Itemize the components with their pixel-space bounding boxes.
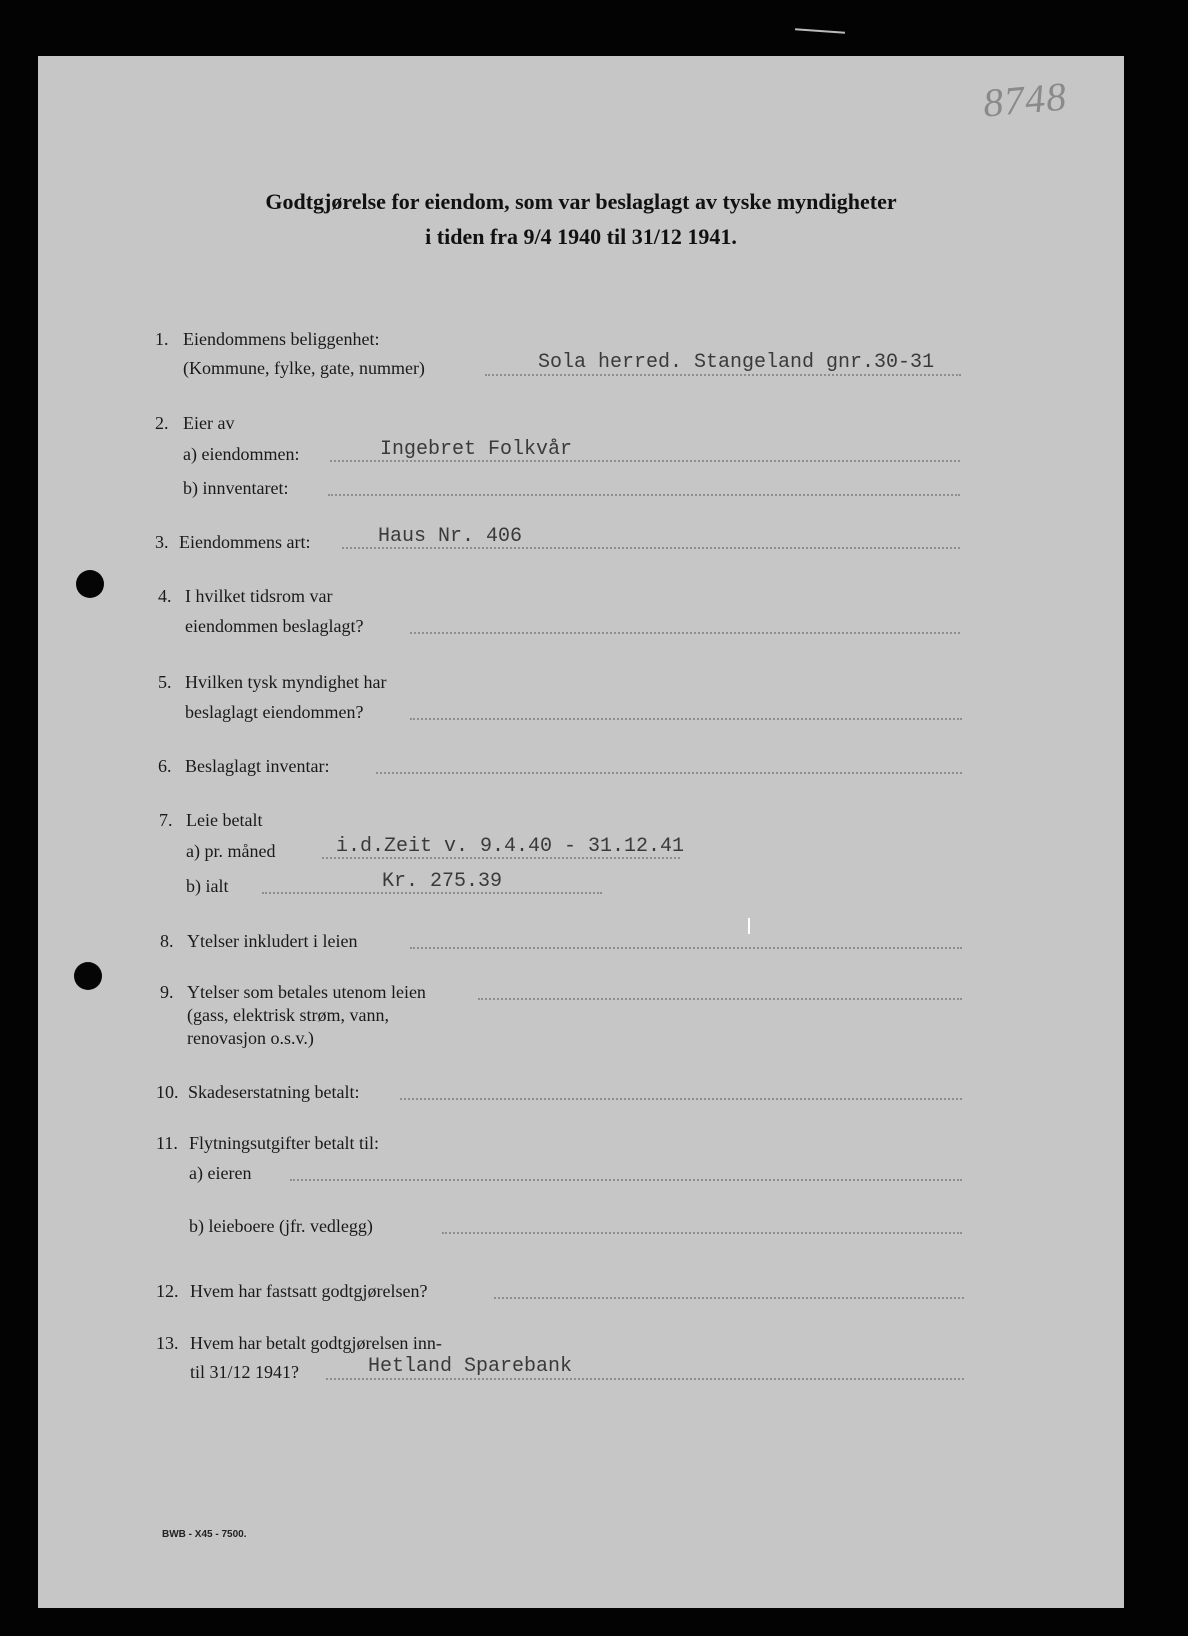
q7a-label: a) pr. måned [186, 841, 276, 861]
q9-sublabel-2: renovasjon o.s.v.) [187, 1028, 314, 1048]
q3-answer: Haus Nr. 406 [378, 525, 523, 548]
q6-number: 6. [158, 756, 172, 776]
form-title-line-1: Godtgjørelse for eiendom, som var beslaglagt av tyske myndigheter [265, 189, 897, 214]
q3-number: 3. [155, 532, 169, 552]
q8-label: Ytelser inkludert i leien [187, 931, 358, 951]
q1-answer: Sola herred. Stangeland gnr.30-31 [538, 351, 935, 374]
punch-hole-top [76, 570, 104, 598]
q8-answer-line [410, 947, 962, 949]
q2a-answer: Ingebret Folkvår [380, 438, 573, 461]
q1-sublabel: (Kommune, fylke, gate, nummer) [183, 358, 425, 378]
q5-label: Hvilken tysk myndighet har [185, 672, 387, 692]
q2-number: 2. [155, 413, 169, 433]
q10-number: 10. [156, 1082, 179, 1102]
q12-number: 12. [156, 1281, 179, 1301]
q4-answer-line [410, 632, 960, 634]
punch-hole-bottom [74, 962, 102, 990]
q7-label: Leie betalt [186, 810, 263, 830]
q13-label: Hvem har betalt godtgjørelsen inn- [190, 1333, 442, 1353]
scan-edge-mark [795, 28, 845, 33]
q4-label: I hvilket tidsrom var [185, 586, 333, 606]
q9-answer-line [478, 998, 962, 1000]
q3-label: Eiendommens art: [179, 532, 311, 552]
q11b-label: b) leieboere (jfr. vedlegg) [189, 1216, 373, 1236]
form-sheet [38, 56, 1124, 1608]
q2-label: Eier av [183, 413, 235, 433]
q11a-label: a) eieren [189, 1163, 252, 1183]
q9-sublabel-1: (gass, elektrisk strøm, vann, [187, 1005, 389, 1025]
q2b-answer-line [328, 494, 960, 496]
q2b-label: b) innventaret: [183, 478, 289, 498]
q10-answer-line [400, 1098, 962, 1100]
q2a-label: a) eiendommen: [183, 444, 300, 464]
q9-number: 9. [160, 982, 174, 1002]
q7-number: 7. [159, 810, 173, 830]
q7b-label: b) ialt [186, 876, 229, 896]
q1-number: 1. [155, 329, 169, 349]
q9-label: Ytelser som betales utenom leien [187, 982, 426, 1002]
q8-number: 8. [160, 931, 174, 951]
q10-label: Skadeserstatning betalt: [188, 1082, 360, 1102]
q5-answer-line [410, 718, 962, 720]
q12-label: Hvem har fastsatt godtgjørelsen? [190, 1281, 428, 1301]
q11-label: Flytningsutgifter betalt til: [189, 1133, 379, 1153]
q11b-answer-line [442, 1232, 962, 1234]
q11a-answer-line [290, 1179, 962, 1181]
q6-answer-line [376, 772, 962, 774]
scan-speck [748, 918, 750, 934]
q12-answer-line [494, 1297, 964, 1299]
q13-number: 13. [156, 1333, 179, 1353]
q13-answer-line [326, 1378, 964, 1380]
q5-number: 5. [158, 672, 172, 692]
q4-sublabel: eiendommen beslaglagt? [185, 616, 364, 636]
q13-sublabel: til 31/12 1941? [190, 1362, 299, 1382]
handwritten-archive-number: 8748 [981, 73, 1069, 126]
printer-code: BWB - X45 - 7500. [162, 1529, 247, 1540]
q13-answer: Hetland Sparebank [368, 1355, 573, 1378]
q7b-answer: Kr. 275.39 [382, 870, 503, 893]
q11-number: 11. [156, 1133, 178, 1153]
q1-label: Eiendommens beliggenhet: [183, 329, 380, 349]
q5-sublabel: beslaglagt eiendommen? [185, 702, 364, 722]
q7a-answer: i.d.Zeit v. 9.4.40 - 31.12.41 [336, 835, 685, 858]
q4-number: 4. [158, 586, 172, 606]
form-title-line-2: i tiden fra 9/4 1940 til 31/12 1941. [425, 224, 737, 249]
q6-label: Beslaglagt inventar: [185, 756, 330, 776]
q1-answer-line [485, 374, 961, 376]
